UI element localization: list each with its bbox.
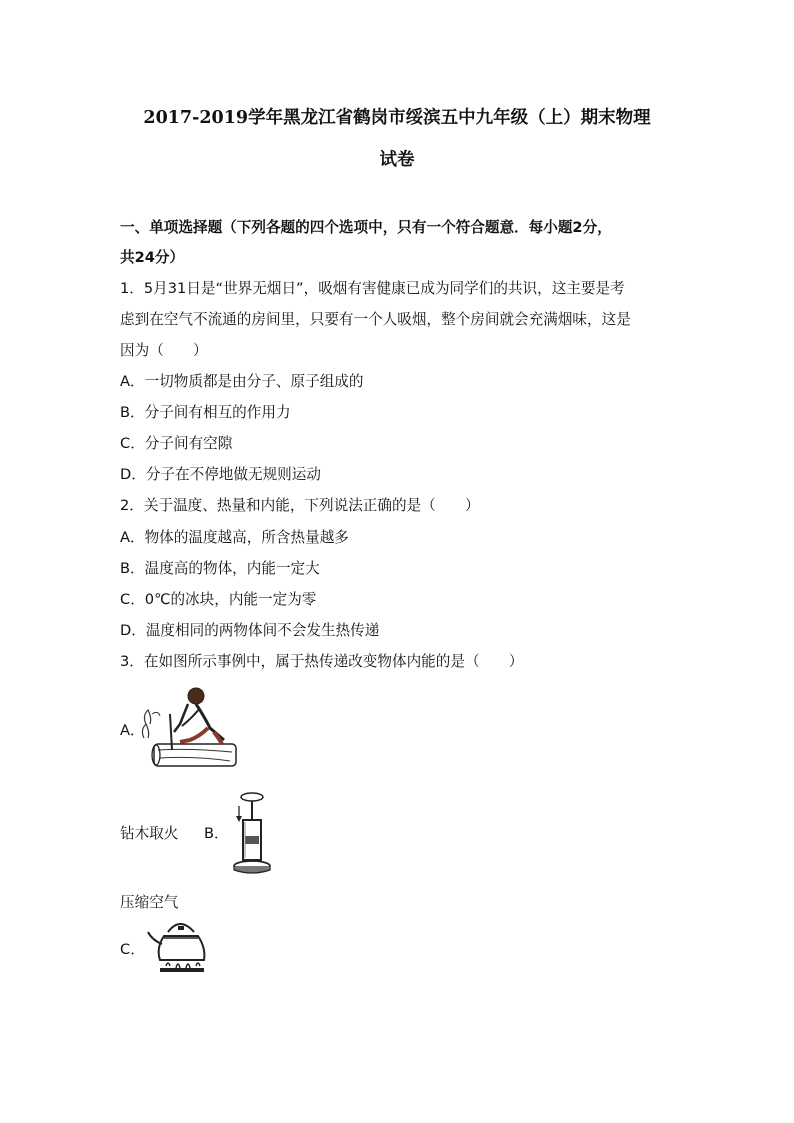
exam-title-line1: 2017-2019学年黑龙江省鹤岗市绥滨五中九年级（上）期末物理: [143, 108, 651, 128]
q1-stem-line2: 虑到在空气不流通的房间里，只要有一个人吸烟，整个房间就会充满烟味，这是: [120, 311, 631, 328]
q1-option-b: B．分子间有相互的作用力: [120, 404, 291, 421]
kettle-on-stove-figure: [146, 918, 218, 976]
air-compression-syringe-figure: [227, 792, 271, 876]
q1-option-d: D．分子在不停地做无规则运动: [120, 466, 321, 483]
q1-option-a: A．一切物质都是由分子、原子组成的: [120, 373, 364, 390]
q1-stem-line3: 因为（ ）: [120, 342, 208, 359]
q2-option-d: D．温度相同的两物体间不会发生热传递: [120, 622, 380, 639]
section-heading-line1: 一、单项选择题（下列各题的四个选项中，只有一个符合题意．每小题2分，: [120, 219, 612, 236]
q3-option-a-caption: 钻木取火: [120, 825, 179, 842]
section-heading-line2: 共24分）: [120, 249, 185, 266]
q1-stem-line1: 1．5月31日是“世界无烟日”，吸烟有害健康已成为同学们的共识，这主要是考: [120, 280, 625, 297]
q3-option-a-letter: A．: [120, 722, 145, 739]
q3-option-b-letter: B．: [204, 825, 229, 842]
q3-option-c-letter: C．: [120, 941, 145, 958]
q3-option-b-caption: 压缩空气: [120, 894, 179, 911]
q2-option-a: A．物体的温度越高，所含热量越多: [120, 529, 349, 546]
drilling-wood-figure: [140, 684, 238, 772]
exam-title-line2: 试卷: [379, 150, 415, 170]
q2-option-c: C．0℃的冰块，内能一定为零: [120, 591, 317, 608]
q1-option-c: C．分子间有空隙: [120, 435, 233, 452]
q2-option-b: B．温度高的物体，内能一定大: [120, 560, 320, 577]
q3-stem-line1: 3．在如图所示事例中，属于热传递改变物体内能的是（ ）: [120, 653, 524, 670]
q2-stem-line1: 2．关于温度、热量和内能，下列说法正确的是（ ）: [120, 497, 480, 514]
